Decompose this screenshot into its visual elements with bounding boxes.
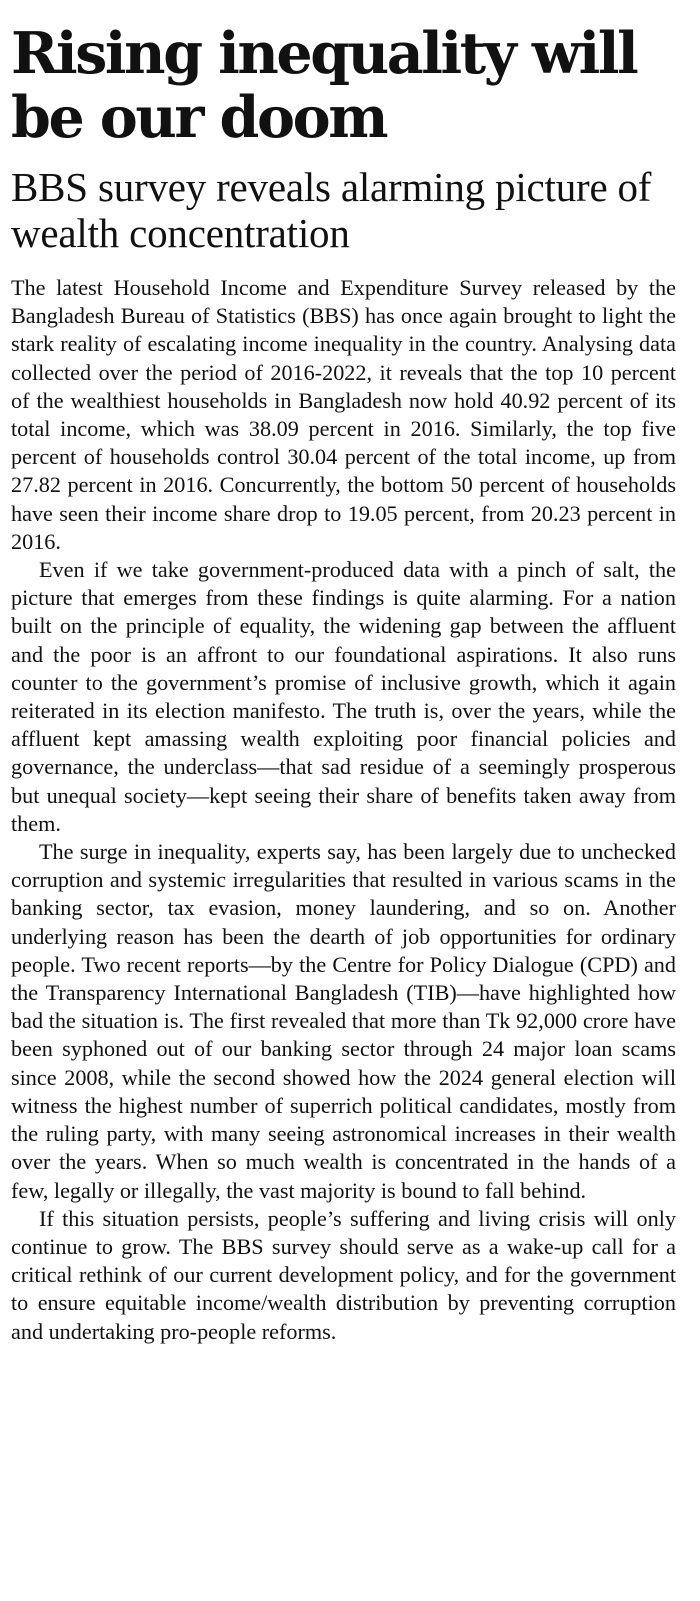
body-paragraph-3: The surge in inequality, experts say, has been largely due to unchecked corruption and systemic irregularities that resulted in various scams in the banking sector, tax evasion, money laundering, and so on. Another underlying reason has been the dearth of job opportunities for ordinary people. Two recent reports—by the Centre for Policy Dialogue (CPD) and the Transparency International Bangladesh (TIB)—have highlighted how bad the situation is. The first revealed that more than Tk 92,000 crore have been syphoned out of our banking sector through 24 major loan scams since 2008, while the second showed how the 2024 general election will witness the highest number of superrich political candidates, mostly from the ruling party, with many seeing astronomical increases in their wealth over the years. When so much wealth is concentrated in the hands of a few, legally or illegally, the vast majority is bound to fall behind. [11, 839, 676, 1203]
body-paragraph-4: If this situation persists, people’s suffering and living crisis will only continue to grow. The BBS survey should serve as a wake-up call for a critical rethink of our current development policy, and for the government to ensure equitable income/wealth distribution by preventing corruption and undertaking pro-people reforms. [11, 1205, 676, 1344]
subheadline: BBS survey reveals alarming picture of wealth concentration [11, 164, 652, 256]
headline: Rising inequality will be our doom [11, 20, 637, 151]
body-paragraph-2: Even if we take government-produced data with a pinch of salt, the picture that emerges from these findings is quite alarming. For a nation built on the principle of equality, the widening gap between the affluent and the poor is an affront to our foundational aspirations. It also runs counter to the government’s promise of inclusive growth, which it again reiterated in its election manifesto. The truth is, over the years, while the affluent kept amassing wealth exploiting poor financial policies and governance, the underclass—that sad residue of a seemingly prosperous but unequal society—kept seeing their share of benefits taken away from them. [11, 557, 676, 836]
article-body [11, 274, 676, 1346]
body-paragraph-1: The latest Household Income and Expenditure Survey released by the Bangladesh Bureau of Statistics (BBS) has once again brought to light the stark reality of escalating income inequality in the country. Analysing data collected over the period of 2016-2022, it reveals that the top 10 percent of the wealthiest households in Bangladesh now hold 40.92 percent of its total income, which was 38.09 percent in 2016. Similarly, the top five percent of households control 30.04 percent of the total income, up from 27.82 percent in 2016. Concurrently, the bottom 50 percent of households have seen their income share drop to 19.05 percent, from 20.23 percent in 2016. [11, 275, 676, 554]
